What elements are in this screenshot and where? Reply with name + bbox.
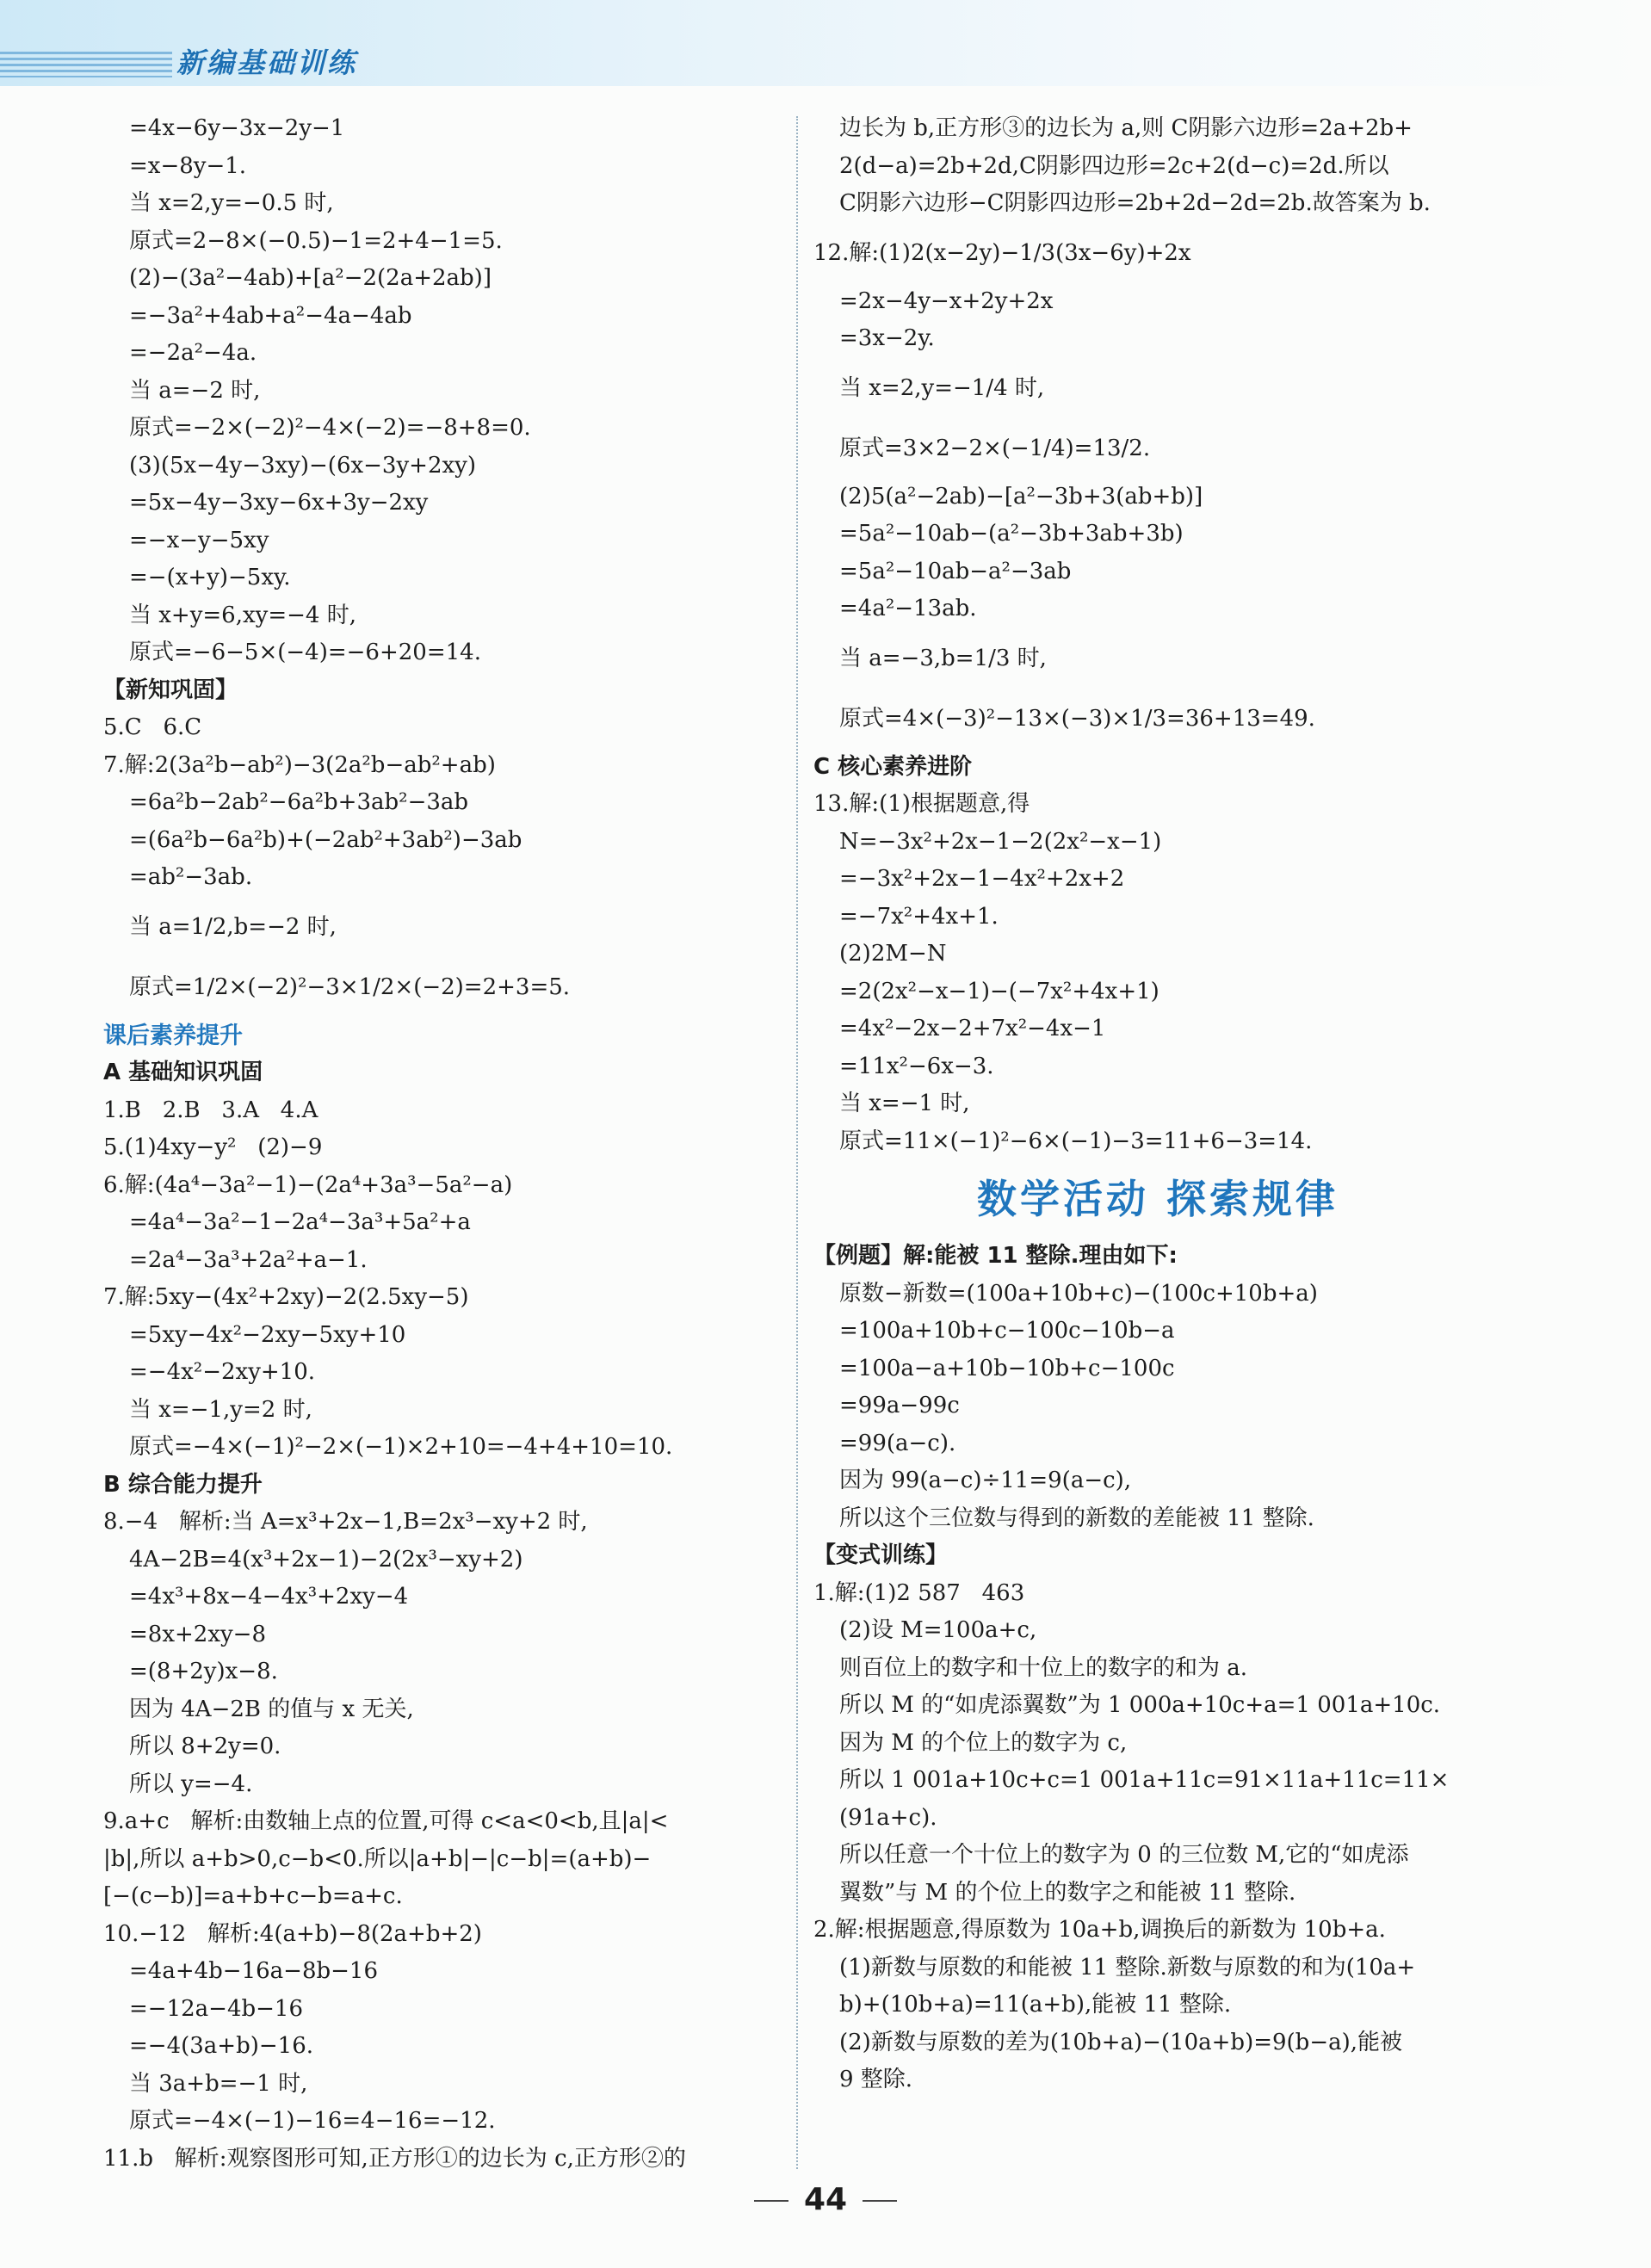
left-column-line: =−x−y−5xy xyxy=(129,527,269,553)
right-column-line: 所以任意一个十位上的数字为 0 的三位数 M,它的“如虎添 xyxy=(839,1842,1409,1868)
right-column-line: (2)5(a²−2ab)−[a²−3b+3(ab+b)] xyxy=(839,483,1203,510)
left-column-line: 当 3a+b=−1 时, xyxy=(129,2070,308,2097)
right-column-line: C阴影六边形−C阴影四边形=2b+2d−2d=2b.故答案为 b. xyxy=(839,190,1431,216)
left-column-line: (3)(5x−4y−3xy)−(6x−3y+2xy) xyxy=(129,452,476,479)
left-column-line: [−(c−b)]=a+b+c−b=a+c. xyxy=(103,1883,403,1909)
section-heading: 课后素养提升 xyxy=(103,1022,243,1049)
right-column-line: 边长为 b,正方形③的边长为 a,则 C阴影六边形=2a+2b+ xyxy=(839,115,1413,141)
right-column-line: 2.解:根据题意,得原数为 10a+b,调换后的新数为 10b+a. xyxy=(813,1917,1386,1943)
left-column-line: =8x+2xy−8 xyxy=(129,1621,266,1647)
right-column-line: 当 x=−1 时, xyxy=(839,1091,970,1116)
left-column-line: 原式=−4×(−1)−16=4−16=−12. xyxy=(129,2108,496,2134)
right-column xyxy=(813,110,1502,2099)
header-decoration xyxy=(0,52,172,77)
right-column-line: 则百位上的数字和十位上的数字的和为 a. xyxy=(839,1654,1248,1681)
right-column-line: =2x−4y−x+2y+2x xyxy=(839,287,1054,314)
right-column-line: (2)新数与原数的差为(10b+a)−(10a+b)=9(b−a),能被 xyxy=(839,2029,1403,2055)
left-column-line: 原式=2−8×(−0.5)−1=2+4−1=5. xyxy=(129,227,503,254)
right-column-line: 所以这个三位数与得到的新数的差能被 11 整除. xyxy=(839,1505,1314,1531)
left-column-line: 9.a+c 解析:由数轴上点的位置,可得 c<a<0<b,且|a|< xyxy=(103,1808,669,1834)
right-column-line: =−3x²+2x−1−4x²+2x+2 xyxy=(839,866,1125,892)
page-dash-left xyxy=(754,2200,788,2202)
section-title: 数学活动 探索规律 xyxy=(976,1176,1339,1222)
right-column-line: 1.解:(1)2 587 463 xyxy=(813,1579,1025,1606)
right-column-line: (1)新数与原数的和能被 11 整除.新数与原数的和为(10a+ xyxy=(839,1954,1416,1981)
section-heading: 【例题】解:能被 11 整除.理由如下: xyxy=(813,1243,1178,1269)
left-column xyxy=(103,110,783,2178)
left-column-line: =4a⁴−3a²−1−2a⁴−3a³+5a²+a xyxy=(129,1209,471,1235)
right-column-line: (2)2M−N xyxy=(839,941,947,967)
right-column-line: 所以 M 的“如虎添翼数”为 1 000a+10c+a=1 001a+10c. xyxy=(839,1692,1441,1718)
left-column-line: =x−8y−1. xyxy=(129,152,247,179)
right-column-line: =5a²−10ab−(a²−3b+3ab+3b) xyxy=(839,521,1184,547)
left-column-line: =5x−4y−3xy−6x+3y−2xy xyxy=(129,490,429,516)
right-column-line: =11x²−6x−3. xyxy=(839,1053,994,1079)
left-column-line: =−2a²−4a. xyxy=(129,340,257,366)
page-number xyxy=(0,2182,1651,2217)
left-column-line: 原式=−4×(−1)²−2×(−1)×2+10=−4+4+10=10. xyxy=(129,1434,673,1460)
left-column-line: 原式=−2×(−2)²−4×(−2)=−8+8=0. xyxy=(129,415,531,441)
right-column-line: =4a²−13ab. xyxy=(839,596,977,621)
left-column-line: 原式=1/2×(−2)²−3×1/2×(−2)=2+3=5. xyxy=(129,973,571,1000)
right-column-line: =3x−2y. xyxy=(839,325,935,351)
right-column-line: 原式=4×(−3)²−13×(−3)×1/3=36+13=49. xyxy=(839,705,1315,732)
right-column-line: 原式=3×2−2×(−1/4)=13/2. xyxy=(839,435,1151,461)
left-column-line: 10.−12 解析:4(a+b)−8(2a+b+2) xyxy=(103,1920,482,1947)
header-title: 新编基础训练 xyxy=(176,46,358,79)
left-column-line: =2a⁴−3a³+2a²+a−1. xyxy=(129,1246,368,1273)
right-column-line: 9 整除. xyxy=(839,2067,913,2092)
left-column-line: 当 x=2,y=−0.5 时, xyxy=(129,190,334,216)
left-column-line: 5.C 6.C xyxy=(103,714,202,740)
left-column-line: 当 x=−1,y=2 时, xyxy=(129,1396,312,1423)
left-column-line: 所以 y=−4. xyxy=(129,1771,253,1797)
left-column-line: =4a+4b−16a−8b−16 xyxy=(129,1958,379,1984)
right-column-line: =5a²−10ab−a²−3ab xyxy=(839,558,1072,584)
section-heading: A 基础知识巩固 xyxy=(103,1060,263,1085)
right-column-line: 原式=11×(−1)²−6×(−1)−3=11+6−3=14. xyxy=(839,1128,1313,1154)
right-column-line: b)+(10b+a)=11(a+b),能被 11 整除. xyxy=(839,1992,1232,2018)
right-column-line: 当 x=2,y=−1/4 时, xyxy=(839,374,1045,401)
left-column-line: 5.(1)4xy−y² (2)−9 xyxy=(103,1134,323,1160)
column-divider xyxy=(796,116,798,2169)
left-column-line: 6.解:(4a⁴−3a²−1)−(2a⁴+3a³−5a²−a) xyxy=(103,1171,513,1198)
right-column-line: N=−3x²+2x−1−2(2x²−x−1) xyxy=(839,828,1162,855)
section-heading: C 核心素养进阶 xyxy=(813,753,973,780)
left-column-line: =−3a²+4ab+a²−4a−4ab xyxy=(129,302,412,329)
right-column-line: 2(d−a)=2b+2d,C阴影四边形=2c+2(d−c)=2d.所以 xyxy=(839,152,1389,179)
right-column-line: 翼数”与 M 的个位上的数字之和能被 11 整除. xyxy=(839,1879,1296,1906)
right-column-line: =100a−a+10b−10b+c−100c xyxy=(839,1355,1175,1381)
right-column-line: =4x²−2x−2+7x²−4x−1 xyxy=(839,1016,1106,1041)
right-column-line: (2)设 M=100a+c, xyxy=(839,1617,1037,1643)
left-column-line: 因为 4A−2B 的值与 x 无关, xyxy=(129,1696,414,1722)
left-column-line: =4x³+8x−4−4x³+2xy−4 xyxy=(129,1584,409,1610)
left-column-line: 4A−2B=4(x³+2x−1)−2(2x³−xy+2) xyxy=(129,1546,523,1573)
right-column-line: =99a−99c xyxy=(839,1393,960,1418)
left-column-line: 7.解:5xy−(4x²+2xy)−2(2.5xy−5) xyxy=(103,1284,469,1310)
right-column-line: 因为 M 的个位上的数字为 c, xyxy=(839,1729,1128,1756)
right-column-line: (91a+c). xyxy=(839,1804,937,1831)
right-column-line: =−7x²+4x+1. xyxy=(839,903,999,930)
right-column-line: 当 a=−3,b=1/3 时, xyxy=(839,645,1047,671)
left-column-line: |b|,所以 a+b>0,c−b<0.所以|a+b|−|c−b|=(a+b)− xyxy=(103,1845,652,1872)
left-column-line: =4x−6y−3x−2y−1 xyxy=(129,115,345,141)
right-column-line: =99(a−c). xyxy=(839,1430,956,1456)
left-column-line: 11.b 解析:观察图形可知,正方形①的边长为 c,正方形②的 xyxy=(103,2145,686,2172)
section-heading: B 综合能力提升 xyxy=(103,1471,263,1498)
left-column-line: 当 a=−2 时, xyxy=(129,377,261,404)
left-column-line: (2)−(3a²−4ab)+[a²−2(2a+2ab)] xyxy=(129,265,492,291)
left-column-line: 当 a=1/2,b=−2 时, xyxy=(129,913,337,940)
left-column-line: 8.−4 解析:当 A=x³+2x−1,B=2x³−xy+2 时, xyxy=(103,1509,588,1535)
left-column-line: 当 x+y=6,xy=−4 时, xyxy=(129,602,356,628)
left-column-line: =−12a−4b−16 xyxy=(129,1995,303,2022)
right-column-line: 原数−新数=(100a+10b+c)−(100c+10b+a) xyxy=(839,1280,1318,1307)
page-number-text: 44 xyxy=(803,2182,848,2217)
right-column-line: 所以 1 001a+10c+c=1 001a+11c=91×11a+11c=11× xyxy=(839,1767,1450,1793)
left-column-line: =−(x+y)−5xy. xyxy=(129,565,291,590)
left-column-line: =(8+2y)x−8. xyxy=(129,1659,278,1684)
left-column-line: 所以 8+2y=0. xyxy=(129,1733,281,1759)
page-dash-right xyxy=(863,2200,897,2202)
left-column-line: =−4(3a+b)−16. xyxy=(129,2033,314,2059)
left-column-line: =6a²b−2ab²−6a²b+3ab²−3ab xyxy=(129,789,469,815)
left-column-line: 7.解:2(3a²b−ab²)−3(2a²b−ab²+ab) xyxy=(103,751,496,778)
left-column-line: 1.B 2.B 3.A 4.A xyxy=(103,1097,318,1123)
left-column-line: =ab²−3ab. xyxy=(129,864,253,890)
right-column-line: 因为 99(a−c)÷11=9(a−c), xyxy=(839,1468,1132,1493)
right-column-line: 13.解:(1)根据题意,得 xyxy=(813,791,1030,817)
section-heading: 【新知巩固】 xyxy=(103,677,238,703)
right-column-line: =100a+10b+c−100c−10b−a xyxy=(839,1318,1175,1344)
left-column-line: =(6a²b−6a²b)+(−2ab²+3ab²)−3ab xyxy=(129,826,523,853)
right-column-line: =2(2x²−x−1)−(−7x²+4x+1) xyxy=(839,978,1159,1004)
section-heading: 【变式训练】 xyxy=(813,1542,949,1568)
right-column-line: 12.解:(1)2(x−2y)−1/3(3x−6y)+2x xyxy=(813,239,1191,266)
left-column-line: =5xy−4x²−2xy−5xy+10 xyxy=(129,1321,406,1348)
left-column-line: =−4x²−2xy+10. xyxy=(129,1359,316,1385)
left-column-line: 原式=−6−5×(−4)=−6+20=14. xyxy=(129,640,481,665)
